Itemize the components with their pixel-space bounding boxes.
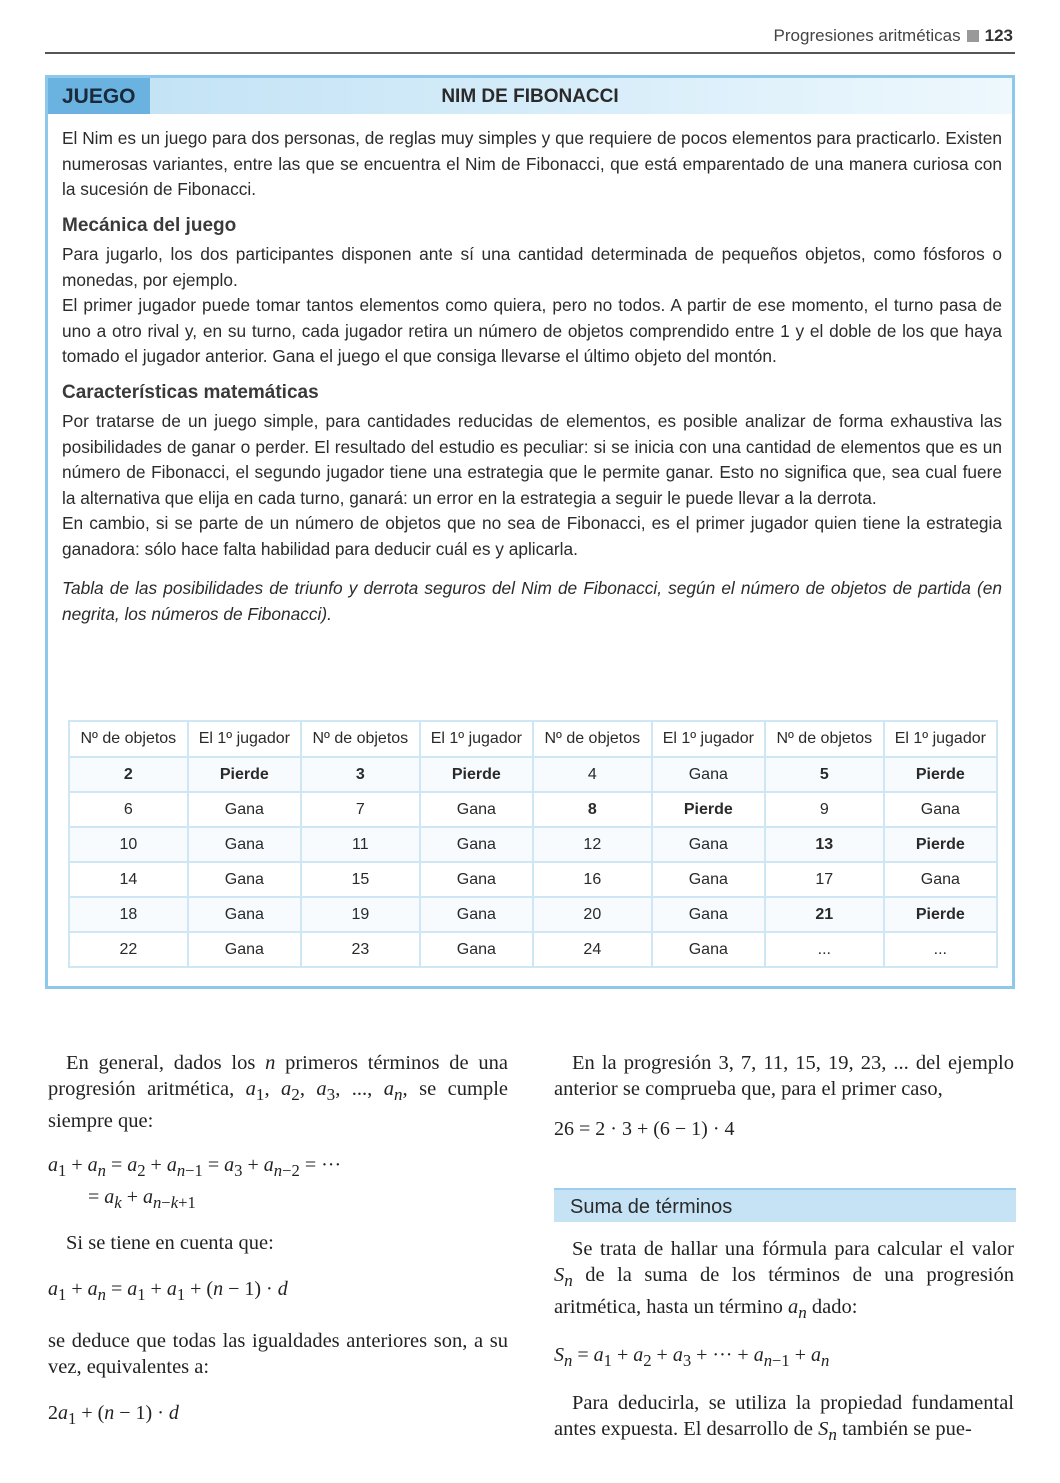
left-paragraph-3: se deduce que todas las igualdades anteriores son, a su vez, equivalentes a: bbox=[48, 1330, 508, 1379]
table-cell: 2 bbox=[69, 757, 188, 792]
table-cell: 13 bbox=[765, 827, 884, 862]
game-box bbox=[45, 75, 1015, 989]
table-body bbox=[69, 757, 997, 967]
table-cell: Pierde bbox=[884, 827, 997, 862]
table-cell: ... bbox=[765, 932, 884, 967]
game-title: NIM DE FIBONACCI bbox=[441, 86, 619, 107]
table-cell: Gana bbox=[188, 827, 301, 862]
table-cell: Gana bbox=[652, 862, 765, 897]
table-cell: Pierde bbox=[420, 757, 533, 792]
header-rule bbox=[45, 52, 1015, 54]
table-header-row bbox=[69, 721, 997, 757]
table-cell: Gana bbox=[188, 862, 301, 897]
section-heading-sum: Suma de términos bbox=[554, 1188, 1016, 1222]
table-cell: Gana bbox=[420, 862, 533, 897]
table-header-cell: Nº de objetos bbox=[301, 721, 420, 757]
table-header-cell: El 1º jugador bbox=[884, 721, 997, 757]
square-bullet-icon bbox=[967, 30, 979, 42]
game-intro: El Nim es un juego para dos personas, de reglas muy simples y que requiere de pocos elementos para practicarlo. Existen numerosas variantes, entre las que se encuentra el Nim de Fibonacci, que está emparentado de una manera curiosa con la sucesión de Fibonacci. bbox=[62, 128, 1002, 199]
table-cell: Gana bbox=[420, 792, 533, 827]
table-cell: Pierde bbox=[884, 757, 997, 792]
heading-mechanics: Mecánica del juego bbox=[62, 214, 237, 236]
table-cell: Gana bbox=[652, 897, 765, 932]
table-cell: Gana bbox=[188, 897, 301, 932]
right-paragraph-1: En la progresión 3, 7, 11, 15, 19, 23, ... del ejemplo anterior se comprueba que, para el primer caso, bbox=[554, 1052, 1014, 1100]
table-cell: 8 bbox=[533, 792, 652, 827]
equation-1a: $a_1 + a_n = a_2 + a_{n-1} = a_3 + a_{n-2}$ = ··· bbox=[48, 1154, 342, 1181]
table-cell: 7 bbox=[301, 792, 420, 827]
game-tag: JUEGO bbox=[48, 78, 150, 114]
table-cell: 14 bbox=[69, 862, 188, 897]
table-row bbox=[69, 757, 997, 792]
table-cell: Pierde bbox=[652, 792, 765, 827]
table-cell: 19 bbox=[301, 897, 420, 932]
running-head bbox=[45, 26, 1013, 46]
equation-5: $S_n = a_1 + a_2 + a_3$ + ··· + $a_{n-1} + a_n$ bbox=[554, 1344, 830, 1371]
nim-table bbox=[68, 720, 998, 968]
table-cell: 23 bbox=[301, 932, 420, 967]
table-cell: Gana bbox=[652, 827, 765, 862]
math-paragraph-2: En cambio, si se parte de un número de objetos que no sea de Fibonacci, es el primer jugador quien tiene la estrategia ganadora: sólo hace falta habilidad para deducir cuál es y aplicarla. bbox=[62, 513, 1002, 559]
right-paragraph-2: Se trata de hallar una fórmula para calcular el valor $S_n$ de la suma de los términos de una progresión aritmética, hasta un término $a_n$ dado: bbox=[554, 1238, 1014, 1323]
math-paragraph-1: Por tratarse de un juego simple, para cantidades reducidas de elementos, es posible analizar de forma exhaustiva las posibilidades de ganar o perder. El resultado del estudio es peculiar: si se inicia con una cantidad de elementos que es un número de Fibonacci, el segundo jugador tiene una estrategia que le permite ganar. Esto no significa que, sea cual fuere la alternativa que elija en cada turno, ganará: un error en la estrategia a seguir le puede llevar a la derrota. bbox=[62, 411, 1002, 508]
table-cell: 18 bbox=[69, 897, 188, 932]
table-header-cell: Nº de objetos bbox=[765, 721, 884, 757]
table-cell: Pierde bbox=[884, 897, 997, 932]
page-number: 123 bbox=[984, 26, 1013, 45]
heading-math: Características matemáticas bbox=[62, 381, 319, 403]
left-column bbox=[48, 1050, 508, 1432]
table-row bbox=[69, 862, 997, 897]
mechanics-paragraph-2: El primer jugador puede tomar tantos elementos como quiera, pero no todos. A partir de ese momento, el turno pasa de uno a otro rival y, en su turno, cada jugador retira un número de objetos comprendido entre 1 y el doble de los que haya tomado el jugador anterior. Gana el juego el que consiga llevarse el último objeto del montón. bbox=[62, 295, 1002, 366]
table-cell: 12 bbox=[533, 827, 652, 862]
table-cell: 4 bbox=[533, 757, 652, 792]
table-row bbox=[69, 792, 997, 827]
table-cell: Pierde bbox=[188, 757, 301, 792]
table-cell: 6 bbox=[69, 792, 188, 827]
table-cell: 22 bbox=[69, 932, 188, 967]
table-row bbox=[69, 897, 997, 932]
table-row bbox=[69, 932, 997, 967]
right-column bbox=[554, 1050, 1014, 1448]
table-cell: 3 bbox=[301, 757, 420, 792]
table-cell: Gana bbox=[188, 932, 301, 967]
table-cell: 17 bbox=[765, 862, 884, 897]
table-cell: 16 bbox=[533, 862, 652, 897]
game-header bbox=[48, 78, 1012, 114]
equation-3: $2a_1 + (n - 1) \cdot d$ bbox=[48, 1402, 179, 1429]
table-header-cell: Nº de objetos bbox=[533, 721, 652, 757]
table-cell: Gana bbox=[188, 792, 301, 827]
table-cell: Gana bbox=[420, 827, 533, 862]
table-cell: Gana bbox=[884, 862, 997, 897]
table-header-cell: El 1º jugador bbox=[188, 721, 301, 757]
table-cell: 11 bbox=[301, 827, 420, 862]
equation-2: $a_1 + a_n = a_1 + a_1 + (n - 1) \cdot d$ bbox=[48, 1278, 288, 1305]
equation-1b: = $a_k + a_{n-k+1}$ bbox=[88, 1186, 196, 1213]
section-name: Progresiones aritméticas bbox=[773, 26, 961, 45]
table-cell: Gana bbox=[420, 897, 533, 932]
table-row bbox=[69, 827, 997, 862]
table-caption: Tabla de las posibilidades de triunfo y derrota seguros del Nim de Fibonacci, según el número de objetos de partida (en negrita, los números de Fibonacci). bbox=[62, 578, 1002, 624]
table-cell: 20 bbox=[533, 897, 652, 932]
table-cell: Gana bbox=[884, 792, 997, 827]
game-body bbox=[62, 126, 1002, 627]
left-paragraph-2: Si se tiene en cuenta que: bbox=[66, 1232, 274, 1255]
table-cell: 15 bbox=[301, 862, 420, 897]
table-cell: Gana bbox=[420, 932, 533, 967]
mechanics-paragraph-1: Para jugarlo, los dos participantes disponen ante sí una cantidad determinada de pequeños objetos, como fósforos o monedas, por ejemplo. bbox=[62, 244, 1002, 290]
table-cell: 10 bbox=[69, 827, 188, 862]
table-cell: 24 bbox=[533, 932, 652, 967]
equation-4: 26 = 2 · 3 + (6 − 1) · 4 bbox=[554, 1118, 735, 1140]
table-cell: 21 bbox=[765, 897, 884, 932]
left-paragraph-1: En general, dados los n primeros términos de una progresión aritmética, $a_1$, $a_2$, $a_3$, ..., $a_n$, se cumple siempre que: bbox=[48, 1052, 508, 1133]
table-cell: Gana bbox=[652, 757, 765, 792]
table-cell: Gana bbox=[652, 932, 765, 967]
table-header-cell: El 1º jugador bbox=[652, 721, 765, 757]
table-cell: ... bbox=[884, 932, 997, 967]
table-header-cell: Nº de objetos bbox=[69, 721, 188, 757]
table-cell: 9 bbox=[765, 792, 884, 827]
table-cell: 5 bbox=[765, 757, 884, 792]
right-paragraph-3: Para deducirla, se utiliza la propiedad fundamental antes expuesta. El desarrollo de $S_n$ también se pue- bbox=[554, 1392, 1014, 1445]
table-header-cell: El 1º jugador bbox=[420, 721, 533, 757]
